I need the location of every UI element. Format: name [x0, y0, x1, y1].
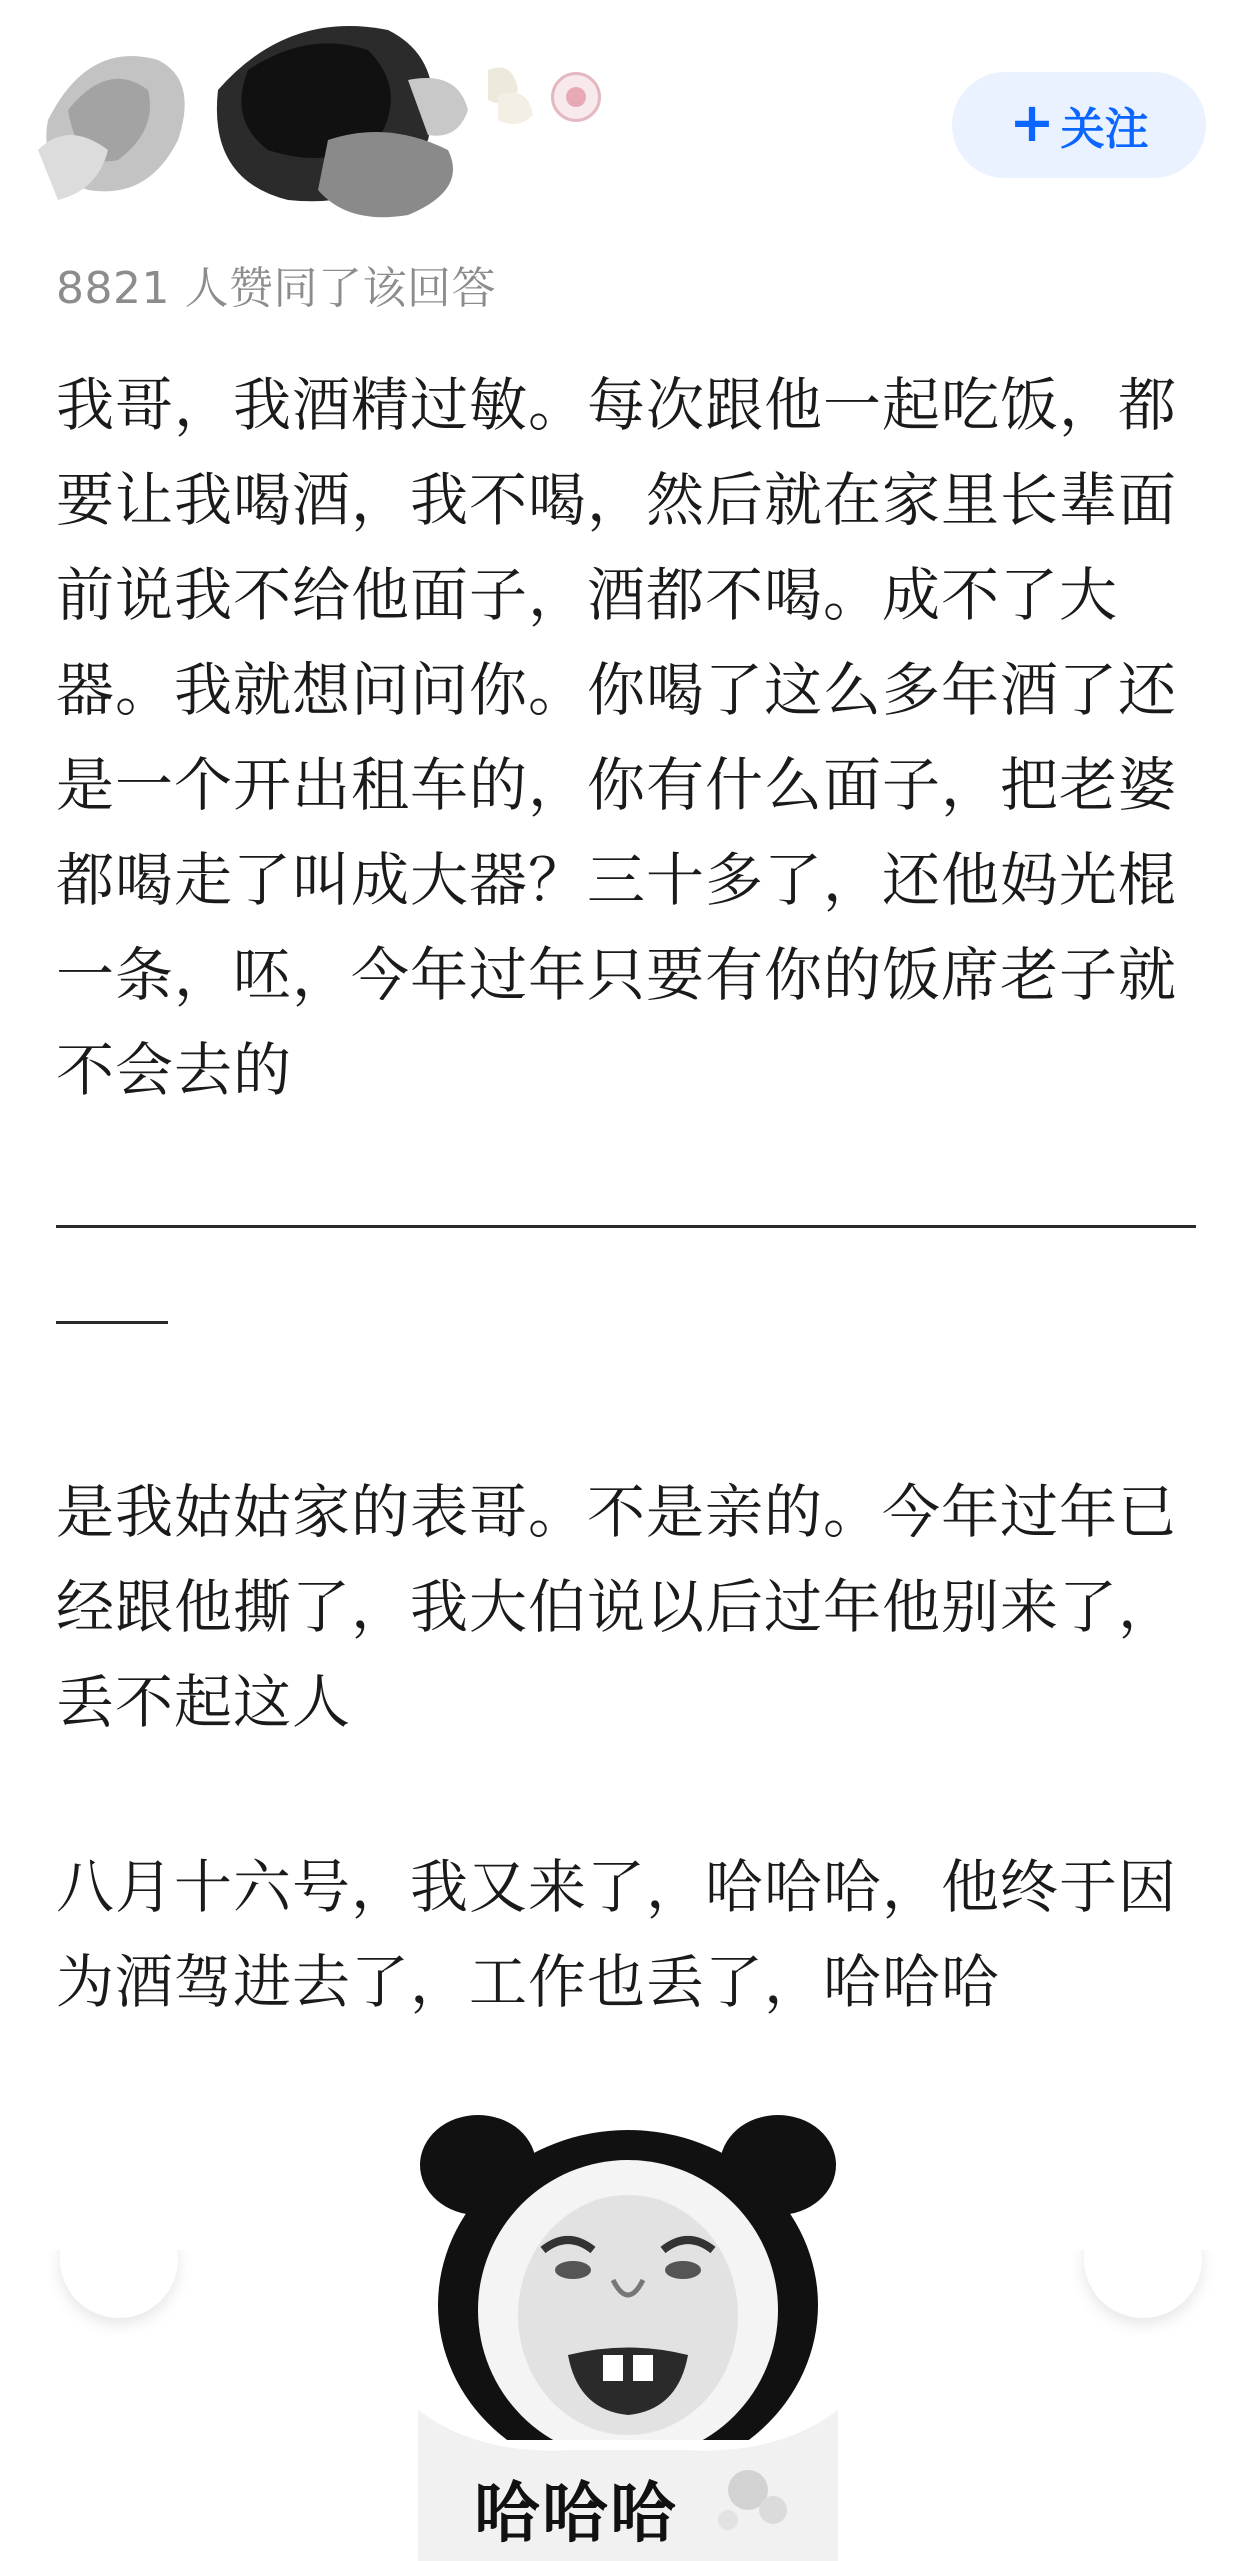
answer-header: [0, 0, 1260, 314]
panda-sticker: [418, 2110, 838, 2561]
avatar-scribble-image: [28, 0, 588, 230]
answer-paragraph-3-wrap: [56, 1840, 1204, 2030]
likes-count: 8821 人赞同了该回答: [56, 263, 496, 314]
follow-label: 关注: [1060, 104, 1149, 155]
answer-body: [56, 358, 1204, 1118]
follow-button[interactable]: [952, 72, 1206, 178]
plus-icon: +: [1009, 91, 1055, 154]
answer-paragraph-1: 我哥，我酒精过敏。每次跟他一起吃饭，都要让我喝酒，我不喝，然后就在家里长辈面前说我不给他面子，酒都不喝。成不了大器。我就想问问你。你喝了这么多年酒了还是一个开出租车的，你有什么面子，把老婆都喝走了叫成大器？三十多了，还他妈光棍一条，呸，今年过年只要有你的饭席老子就不会去的: [56, 371, 1178, 1104]
answer-paragraph-2-wrap: [56, 1465, 1204, 1750]
sticker-caption: 哈哈哈: [474, 2475, 678, 2552]
text-divider: [56, 1125, 1196, 1325]
divider-line-2: [56, 1321, 168, 1324]
answer-paragraph-3: 八月十六号，我又来了，哈哈哈，他终于因为酒驾进去了，工作也丢了，哈哈哈: [56, 1853, 1178, 2016]
answer-paragraph-2: 是我姑姑家的表哥。不是亲的。今年过年已经跟他撕了，我大伯说以后过年他别来了，丢不起这人: [56, 1478, 1178, 1736]
badge-icon: [551, 72, 601, 122]
avatar[interactable]: [28, 0, 588, 230]
divider-line-1: [56, 1225, 1196, 1228]
